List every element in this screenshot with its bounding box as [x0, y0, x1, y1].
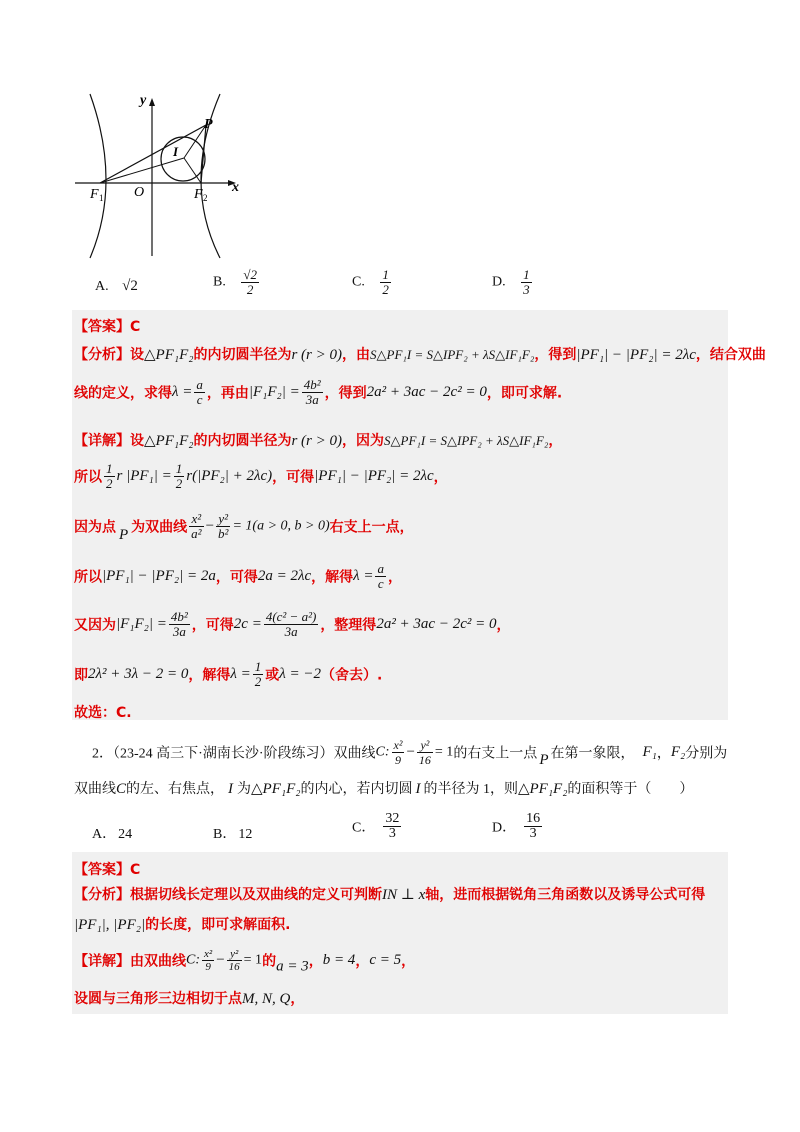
text: 的内切圆半径为: [193, 433, 292, 449]
math: a = 3: [276, 958, 309, 975]
q2-stem-line-1: 2．（23-24 高三下·湖南长沙·阶段练习）双曲线C: $\frac{\text{x²}}{9}$ − $\frac{\text{y²}}{16}$ = 1的右支上一点 P 在第一象限， F₁，F₂分别为: [92, 738, 728, 768]
math: △PF₁F₂: [144, 433, 194, 449]
frac-den: 3: [523, 282, 530, 297]
q1-detail-line-4: [74, 562, 402, 591]
label-p: P: [204, 117, 213, 132]
math: △PF₁F₂: [144, 347, 194, 363]
math: |PF₁| − |PF₂| = 2λc: [314, 468, 434, 484]
math: S△PF₁I = S△IPF₂ + λS△IF₁F₂: [370, 347, 535, 362]
left-branch: [90, 94, 106, 258]
label-f2: F: [194, 187, 203, 202]
q1-detail-line-6: [74, 660, 382, 689]
text: ，整理得: [320, 617, 377, 634]
frac-den: 2: [106, 476, 113, 491]
frac-num: a: [377, 561, 384, 576]
frac-den: 16: [228, 961, 240, 973]
text: ，: [290, 991, 305, 1007]
option-letter: B．: [213, 827, 237, 842]
text: ，即可求解.: [486, 385, 563, 402]
q1-detail-line-5: [74, 610, 511, 639]
math: 2a² + 3ac − 2c² = 0: [376, 616, 497, 632]
frac-den: 3: [388, 826, 396, 841]
answer-value: C: [130, 319, 141, 335]
text: 根据切线长定理以及双曲线的定义可判断: [130, 887, 382, 903]
frac-den: 9: [394, 753, 401, 767]
text: ，再由: [206, 385, 249, 402]
q2-analysis-line-1: [74, 884, 705, 904]
q1-option-a[interactable]: [95, 278, 138, 295]
text: ，: [656, 746, 671, 762]
line-f1-p: [100, 125, 206, 183]
text: 所以: [74, 569, 102, 586]
analysis-tag: 【分析】: [74, 887, 130, 903]
text: 为: [237, 782, 252, 797]
math: λ =: [353, 568, 374, 584]
math: C: [116, 781, 127, 797]
math: r (r > 0): [291, 433, 342, 449]
text: ，: [496, 617, 511, 634]
frac-num: x²: [189, 512, 203, 527]
math: M, N, Q: [242, 991, 291, 1007]
math: |F₁F₂| =: [116, 616, 167, 632]
math: F₁: [642, 744, 657, 760]
text: 或: [265, 667, 280, 684]
frac-num: 1: [175, 461, 183, 476]
math: I: [228, 781, 234, 797]
math: = 1(a > 0, b > 0): [232, 518, 330, 534]
frac-den: b²: [218, 526, 229, 541]
text: ，: [433, 469, 448, 486]
label-x: x: [232, 180, 239, 195]
q2-analysis-line-2: [74, 914, 290, 934]
option-letter: B.: [213, 274, 226, 290]
text: 为双曲线: [131, 519, 188, 536]
q2-option-c[interactable]: [352, 812, 403, 841]
text: ，结合双曲: [695, 347, 766, 363]
text: 在第一象限，: [550, 746, 635, 762]
text: ，可得: [215, 569, 258, 586]
math: |PF₁| − |PF₂| = 2a: [102, 568, 216, 584]
text: 的面积等于（ ）: [567, 782, 694, 797]
frac-num: 32: [385, 811, 400, 826]
text: 的半径为 1，则: [423, 782, 518, 797]
frac-den: c: [377, 576, 384, 591]
math: λ =: [172, 384, 193, 400]
math: c = 5: [369, 952, 402, 968]
frac-num: 1: [254, 659, 262, 674]
math: |PF₁| − |PF₂| = 2λc: [576, 347, 696, 363]
text: 的内切圆半径为: [193, 347, 292, 363]
q1-analysis-line-2: [74, 378, 562, 407]
option-value: √2: [122, 278, 138, 294]
frac-num: √2: [243, 267, 257, 282]
text: ，: [548, 433, 563, 449]
option-letter: A.: [95, 279, 109, 294]
text: ，解得: [311, 569, 354, 586]
frac-den: 2: [254, 674, 262, 689]
analysis-tag: 【分析】: [74, 347, 130, 363]
text: ，: [387, 569, 402, 586]
text: （舍去）.: [320, 667, 383, 684]
math: 2a = 2λc: [257, 568, 312, 584]
frac-num: 4(c² − a²): [265, 609, 317, 624]
text: 因为点: [74, 519, 116, 536]
hyperbola-figure: [70, 88, 250, 260]
q1-answer: [74, 316, 140, 336]
math: △PF₁F₂: [251, 781, 301, 797]
math: r |PF₁| =: [116, 468, 172, 484]
text: ，得到: [534, 347, 577, 363]
option-letter: D.: [492, 274, 506, 290]
text: 由双曲线: [130, 953, 186, 970]
math: = 1: [243, 952, 263, 968]
frac-den: 3: [529, 826, 537, 841]
option-letter: A．: [92, 827, 117, 842]
frac-num: a: [196, 377, 203, 392]
q1-analysis-line-1: [74, 344, 766, 364]
text: 即: [74, 667, 88, 684]
frac-num: 1: [106, 461, 113, 476]
math: = 1: [434, 744, 454, 760]
math: λ = −2: [279, 666, 321, 682]
frac-num: 1: [523, 267, 530, 282]
text: ，: [355, 953, 370, 970]
text: 双曲线: [74, 782, 116, 797]
q1-final: 故选：C.: [74, 705, 132, 721]
frac-den: a²: [191, 526, 202, 541]
text: ，可得: [191, 617, 234, 634]
text: ，因为: [342, 433, 384, 449]
detail-tag: 【详解】: [74, 433, 130, 449]
frac-den: 2: [175, 476, 183, 491]
math: r (r > 0): [291, 347, 342, 363]
text: 右支上一点，: [329, 519, 414, 536]
answer-value: C: [130, 862, 141, 878]
q2-detail-line-2: [74, 988, 304, 1008]
math: IN ⊥ x: [382, 887, 426, 903]
label-f1-sub: 1: [99, 193, 104, 203]
math: P: [119, 526, 129, 543]
text: ，: [308, 953, 323, 970]
frac-num: 16: [526, 811, 541, 826]
text: 分别为: [685, 746, 728, 762]
text: 又因为: [74, 617, 116, 634]
option-value: 12: [238, 827, 253, 842]
option-letter: C.: [352, 274, 365, 290]
math: |PF₁|, |PF₂|: [74, 917, 146, 933]
math: 2c =: [233, 616, 262, 632]
text: ，由: [342, 347, 370, 363]
q2-option-a[interactable]: [92, 823, 132, 843]
math: F₂: [670, 744, 686, 760]
y-axis-arrow: [149, 98, 155, 106]
text: ，得到: [324, 385, 367, 402]
text: 2．（23-24 高三下·湖南长沙·阶段练习）双曲线: [92, 746, 376, 762]
option-letter: C．: [352, 820, 376, 836]
text: 设: [130, 433, 144, 449]
q2-option-d[interactable]: [492, 812, 544, 841]
text: 轴，进而根据锐角三角函数以及诱导公式可得: [425, 887, 706, 903]
option-value: 24: [118, 827, 133, 842]
math: b = 4: [322, 952, 356, 968]
math: I: [415, 781, 421, 797]
q1-detail-line-3: 因为点 P 为双曲线 $\frac{\text{x²}}{\text{a²}}$ − $\frac{\text{y²}}{\text{b²}}$ = 1(a > 0, b > 0)右支上一点，: [74, 511, 414, 543]
text: 所以: [74, 469, 102, 486]
q1-detail-line-2: [74, 462, 448, 491]
frac-den: 3a: [284, 624, 298, 639]
incircle: [161, 137, 205, 181]
text: 的: [262, 953, 277, 970]
frac-num: 1: [382, 267, 389, 282]
math: △PF₁F₂: [517, 781, 568, 797]
frac-den: 9: [205, 961, 211, 973]
q1-option-d[interactable]: [492, 268, 534, 297]
frac-den: 3a: [305, 392, 319, 407]
frac-num: y²: [417, 738, 433, 753]
frac-den: 16: [418, 753, 431, 767]
frac-num: x²: [393, 738, 403, 752]
answer-tag: 【答案】: [74, 319, 130, 335]
q2-stem-line-2: [74, 778, 693, 798]
q1-detail-line-1: [74, 430, 562, 450]
label-f1: F: [90, 187, 99, 202]
option-letter: D．: [492, 820, 517, 836]
text: 线的定义，求得: [74, 385, 172, 402]
math: r(|PF₂| + 2λc): [186, 468, 273, 484]
label-i: I: [173, 144, 179, 159]
line-f1-i: [100, 158, 184, 183]
q1-option-c[interactable]: [352, 268, 393, 297]
text: ，可得: [272, 469, 315, 486]
text: ，: [401, 953, 416, 970]
text: 设: [130, 347, 144, 363]
frac-den: 3a: [172, 624, 186, 639]
detail-tag: 【详解】: [74, 953, 130, 970]
math: 2λ² + 3λ − 2 = 0: [88, 666, 189, 682]
text: ，解得: [188, 667, 231, 684]
q2-detail-line-1: 【详解】由双曲线C: $\frac{\text{x²}}{9}$ − $\frac{\text{y²}}{16}$ = 1的a = 3，b = 4，c = 5，: [74, 948, 416, 975]
text: 的长度，即可求解面积.: [145, 917, 291, 933]
text: 的左、右焦点，: [126, 782, 225, 797]
label-y: y: [140, 93, 147, 108]
q1-option-b[interactable]: [213, 268, 261, 297]
math: |F₁F₂| =: [248, 384, 300, 400]
math: P: [539, 751, 549, 768]
q2-option-b[interactable]: [213, 823, 252, 843]
frac-den: 2: [246, 282, 254, 297]
frac-num: y²: [227, 948, 242, 961]
frac-num: 4b²: [303, 377, 321, 392]
math: S△PF₁I = S△IPF₂ + λS△IF₁F₂: [384, 433, 549, 448]
math: C:: [375, 744, 390, 760]
frac-den: 2: [382, 282, 389, 297]
text: 设圆与三角形三边相切于点: [74, 991, 242, 1007]
label-f2-sub: 2: [203, 193, 208, 203]
text: 的内心，若内切圆: [300, 782, 413, 797]
math: C:: [186, 952, 200, 968]
answer-tag: 【答案】: [74, 862, 130, 878]
frac-num: 4b²: [170, 609, 188, 624]
math: 2a² + 3ac − 2c² = 0: [366, 384, 487, 400]
text: 的右支上一点: [453, 746, 538, 762]
q2-answer: [74, 859, 140, 879]
math: λ =: [230, 666, 251, 682]
frac-den: c: [196, 392, 203, 407]
frac-num: y²: [216, 512, 230, 527]
label-o: O: [134, 185, 145, 200]
line-p-f2: [201, 125, 206, 183]
frac-num: x²: [204, 948, 213, 960]
